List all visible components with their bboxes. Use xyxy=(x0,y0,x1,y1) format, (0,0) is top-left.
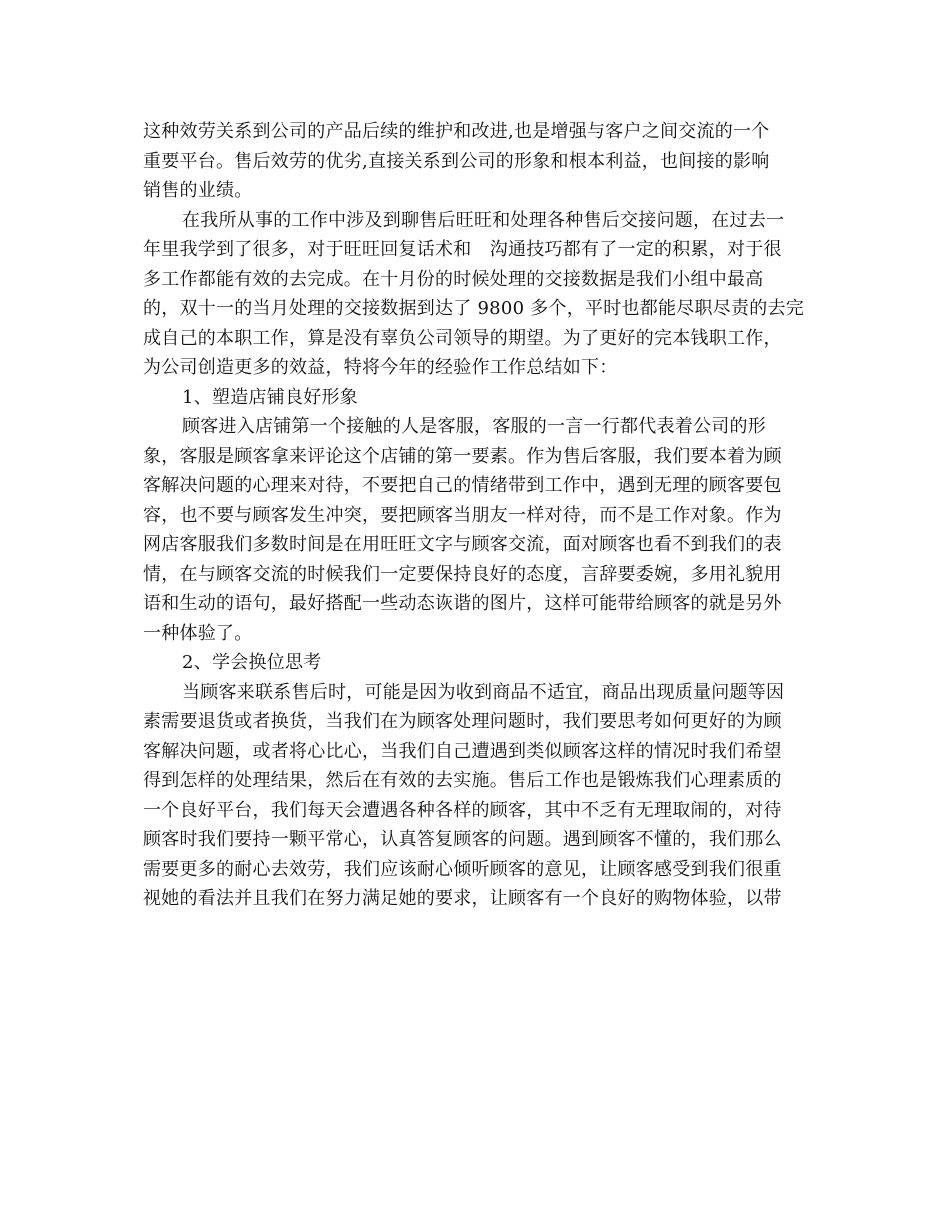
section-heading: 2、学会换位思考 xyxy=(182,652,322,673)
paragraph-line: 视她的看法并且我们在努力满足她的要求，让顾客有一个良好的购物体验，以带 xyxy=(143,888,782,909)
paragraph-line: 象，客服是顾客拿来评论这个店铺的第一要素。作为售后客服，我们要本着为顾 xyxy=(143,445,782,467)
paragraph-line: 一种体验了。 xyxy=(143,622,253,644)
paragraph-line: 客解决问题的心理来对待，不要把自己的情绪带到工作中，遇到无理的顾客要包 xyxy=(143,475,782,496)
paragraph-line: 需要更多的耐心去效劳，我们应该耐心倾听顾客的意见，让顾客感受到我们很重 xyxy=(143,858,782,880)
section-heading: 1、塑造店铺良好形象 xyxy=(182,386,358,408)
paragraph-line: 这种效劳关系到公司的产品后续的维护和改进,也是增强与客户之间交流的一个 xyxy=(143,121,770,142)
paragraph-line: 销售的业绩。 xyxy=(143,180,253,201)
paragraph-line: 情，在与顾客交流的时候我们一定要保持良好的态度，言辞要委婉，多用礼貌用 xyxy=(143,563,782,585)
paragraph-line: 语和生动的语句，最好搭配一些动态诙谐的图片，这样可能带给顾客的就是另外 xyxy=(143,593,782,614)
paragraph-line: 多工作都能有效的去完成。在十月份的时候处理的交接数据是我们小组中最高 xyxy=(143,268,764,290)
document-body xyxy=(143,117,803,914)
paragraph-line: 年里我学到了很多，对于旺旺回复话术和 沟通技巧都有了一定的积累，对于很 xyxy=(143,239,782,260)
paragraph-line: 成自己的本职工作，算是没有辜负公司领导的期望。为了更好的完本钱职工作， xyxy=(143,327,782,349)
paragraph-line: 容，也不要与顾客发生冲突，要把顾客当朋友一样对待，而不是工作对象。作为 xyxy=(143,504,782,526)
paragraph-line: 在我所从事的工作中涉及到聊售后旺旺和处理各种售后交接问题，在过去一 xyxy=(182,209,785,231)
paragraph-line: 的，双十一的当月处理的交接数据到达了 9800 多个，平时也都能尽职尽责的去完 xyxy=(143,298,804,319)
paragraph-line: 客解决问题，或者将心比心，当我们自己遭遇到类似顾客这样的情况时我们希望 xyxy=(143,740,782,762)
paragraph-line: 网店客服我们多数时间是在用旺旺文字与顾客交流，面对顾客也看不到我们的表 xyxy=(143,534,782,555)
paragraph-line: 当顾客来联系售后时，可能是因为收到商品不适宜，商品出现质量问题等因 xyxy=(182,681,785,703)
paragraph-line: 一个良好平台，我们每天会遭遇各种各样的顾客，其中不乏有无理取闹的，对待 xyxy=(143,799,782,821)
paragraph-line: 顾客时我们要持一颗平常心，认真答复顾客的问题。遇到顾客不懂的，我们那么 xyxy=(143,829,782,850)
paragraph-line: 为公司创造更多的效益，特将今年的经验作工作总结如下： xyxy=(143,357,618,378)
paragraph-line: 得到怎样的处理结果，然后在有效的去实施。售后工作也是锻炼我们心理素质的 xyxy=(143,770,782,791)
paragraph-line: 重要平台。售后效劳的优劣,直接关系到公司的形象和根本利益，也间接的影响 xyxy=(143,150,770,172)
paragraph-line: 素需要退货或者换货，当我们在为顾客处理问题时，我们要思考如何更好的为顾 xyxy=(143,711,782,732)
paragraph-line: 顾客进入店铺第一个接触的人是客服，客服的一言一行都代表着公司的形 xyxy=(182,416,766,437)
